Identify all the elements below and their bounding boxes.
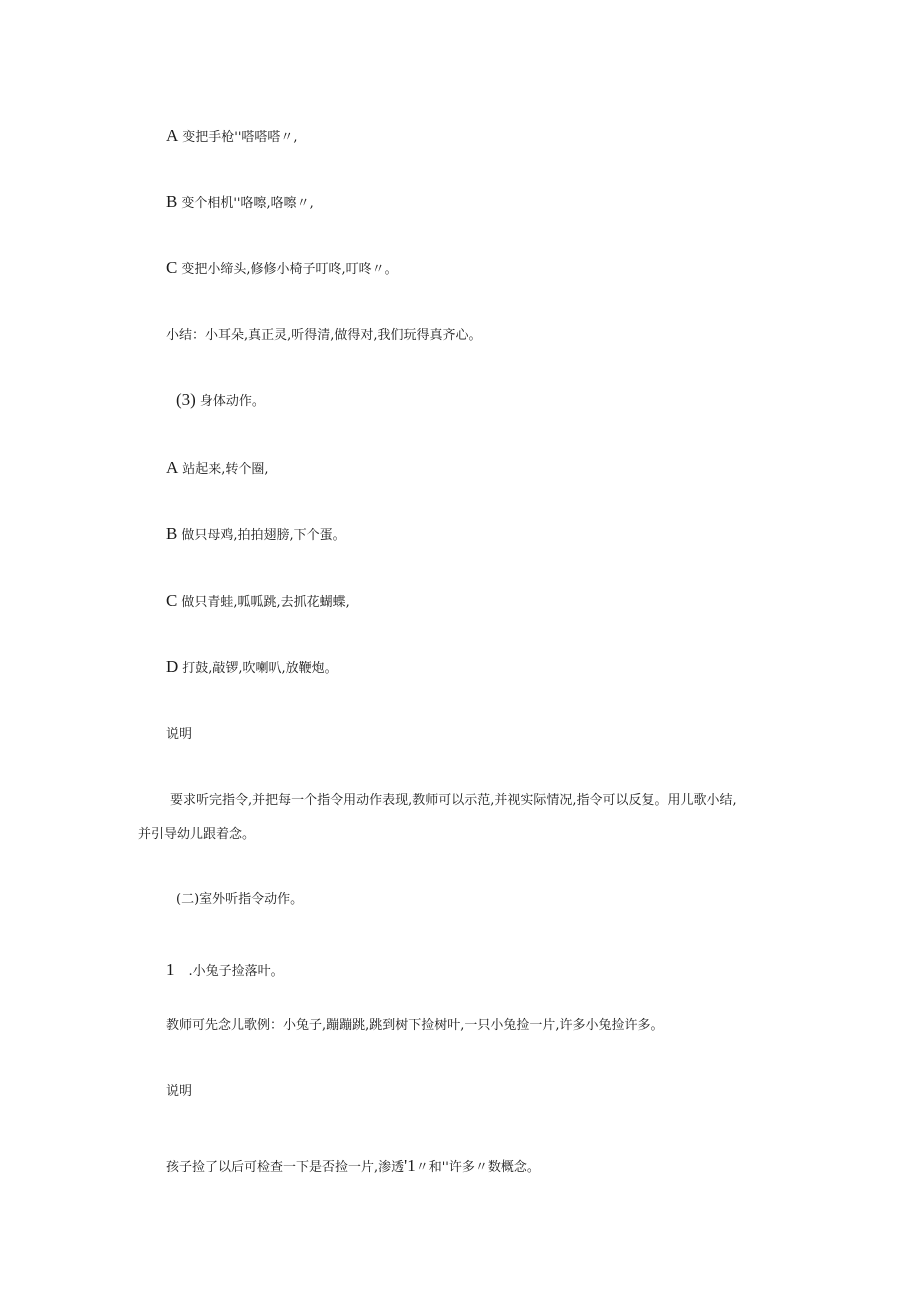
item-text: 做只青蛙,呱呱跳,去抓花蝴蝶,	[181, 595, 350, 610]
activity-number: 1	[166, 960, 175, 979]
item-letter: C	[166, 591, 178, 610]
note-paragraph-line-1	[170, 791, 737, 811]
item-c-hammer	[166, 258, 398, 280]
item-letter: B	[166, 524, 178, 543]
item-letter: B	[166, 192, 178, 211]
activity-heading-rabbit	[166, 960, 284, 982]
note-paragraph-counting	[166, 1156, 540, 1178]
item-b-camera	[166, 192, 314, 214]
section-heading-outdoor	[176, 890, 303, 910]
item-letter: A	[166, 126, 179, 145]
note-heading	[166, 725, 192, 745]
note-text-part-2: 〃和''许多〃数概念。	[415, 1160, 540, 1175]
note-number-one: '1	[404, 1156, 416, 1175]
item-text: 站起来,转个圈,	[182, 462, 269, 477]
section-title: 身体动作。	[199, 394, 265, 409]
item-text: 变把小缔头,修修小椅子叮咚,叮咚〃。	[181, 262, 398, 277]
note-text-part-1: 孩子捡了以后可检查一下是否捡一片,渗透	[166, 1160, 405, 1175]
item-text: 变个相机''咯嚓,咯嚓〃,	[181, 196, 314, 211]
note-text: 要求听完指令,并把每一个指令用动作表现,教师可以示范,并视实际情况,指令可以反复。用儿歌小结,	[170, 793, 737, 808]
item-letter: D	[166, 657, 179, 676]
section-number: (3)	[176, 390, 196, 409]
activity-title: .小兔子捡落叶。	[188, 964, 284, 979]
item-text: 变把手枪''嗒嗒嗒〃,	[182, 130, 298, 145]
section-title: (二)室外听指令动作。	[176, 892, 304, 907]
item-d-drum	[166, 657, 338, 679]
item-a-stand	[166, 458, 269, 480]
summary-paragraph	[166, 326, 482, 346]
item-b-hen	[166, 524, 346, 546]
item-text: 打鼓,敲锣,吹喇叭,放鞭炮。	[182, 661, 338, 676]
summary-text: 小结：小耳朵,真正灵,听得清,做得对,我们玩得真齐心。	[166, 328, 482, 343]
note-heading-text: 说明	[166, 727, 193, 742]
item-letter: A	[166, 458, 179, 477]
item-c-frog	[166, 591, 350, 613]
teacher-rhyme-paragraph	[166, 1016, 664, 1036]
note-heading-text: 说明	[166, 1084, 193, 1099]
item-a-gun	[166, 126, 298, 148]
rhyme-text: 教师可先念儿歌例：小兔子,蹦蹦跳,跳到树下捡树叶,一只小兔捡一片,许多小兔捡许多。	[166, 1018, 664, 1033]
note-paragraph-line-2	[138, 825, 255, 845]
section-heading-body-actions	[176, 390, 265, 412]
note-heading-2	[166, 1082, 192, 1102]
note-text: 并引导幼儿跟着念。	[138, 827, 256, 842]
item-text: 做只母鸡,拍拍翅膀,下个蛋。	[181, 528, 346, 543]
item-letter: C	[166, 258, 178, 277]
